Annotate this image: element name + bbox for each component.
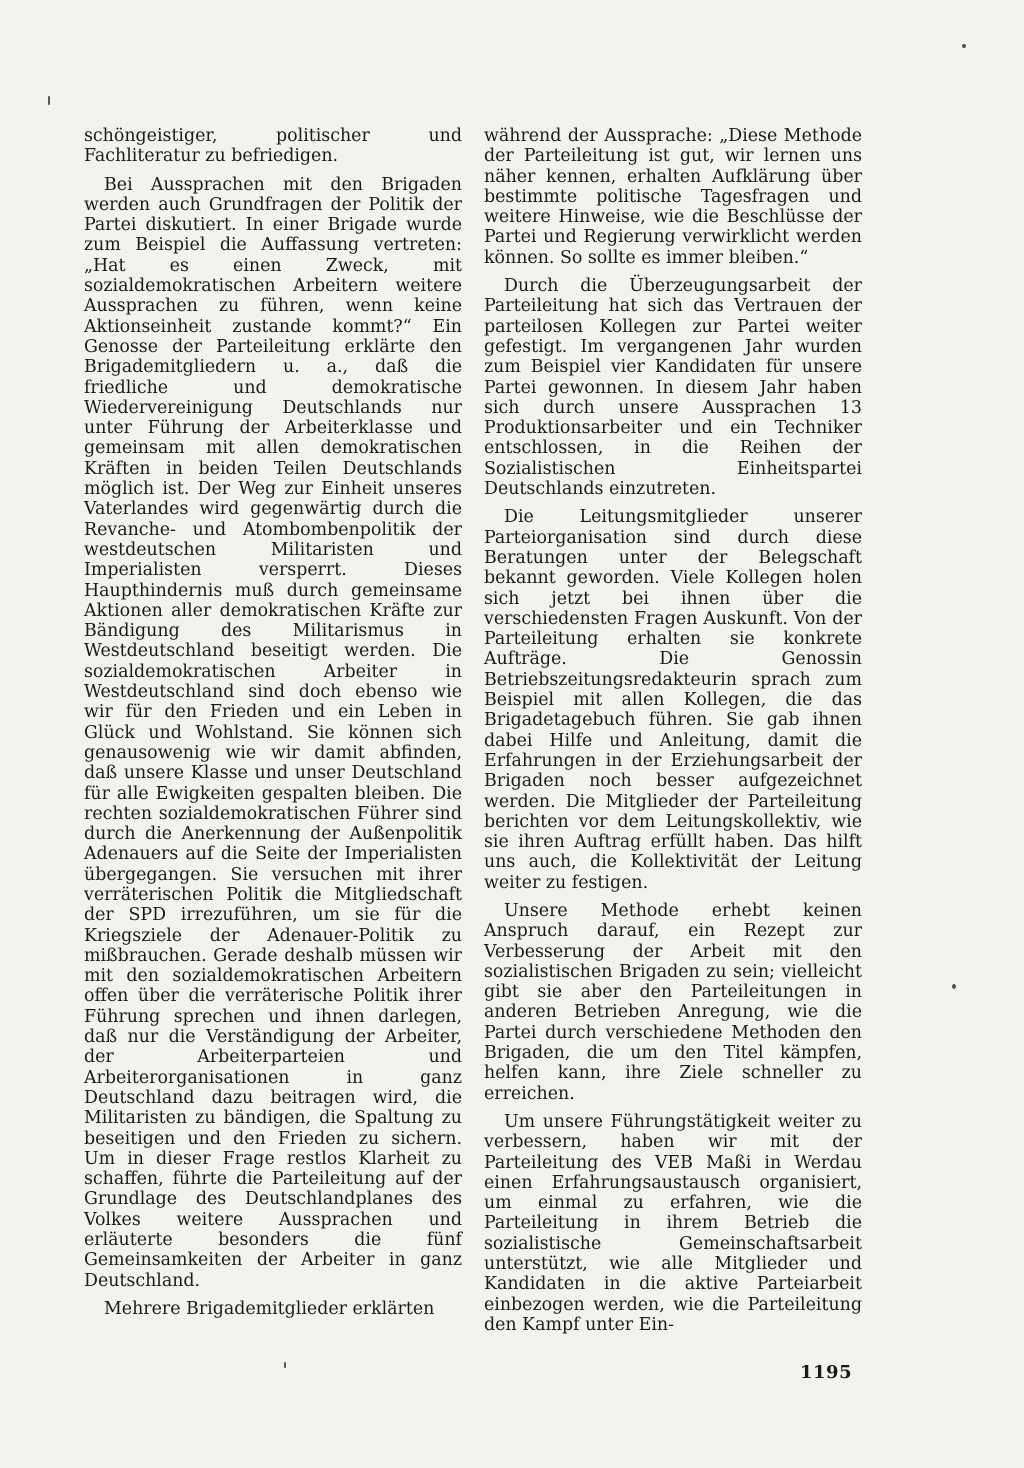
paragraph: während der Aussprache: „Diese Methode der Parteileitung ist gut, wir lernen uns näher kennen, erhalten Aufklärung über bestimmte politische Tagesfragen und weitere Hinweise, wie die Beschlüsse der Partei und Regierung verwirklicht werden können. So sollte es immer bleiben.“ [484, 126, 862, 268]
paragraph: Mehrere Brigademitglieder erklärten [104, 1298, 435, 1319]
right-text-column [484, 126, 862, 1343]
paragraph: schöngeistiger, politischer und Fachliteratur zu befriedigen. [84, 126, 462, 167]
paragraph: Bei Aussprachen mit den Brigaden werden auch Grundfragen der Politik der Partei diskutiert. In einer Brigade wurde zum Beispiel die Auffassung vertreten: „Hat es einen Zweck, mit sozialdemokratischen Arbeitern weitere Aussprachen zu führen, wenn keine Aktionseinheit zustande kommt?“ Ein Genosse der Parteileitung erklärte den Brigademitgliedern u. a., daß die friedliche und demokratische Wiedervereinigung Deutschlands nur unter Führung der Arbeiterklasse und gemeinsam mit allen demokratischen Kräften in beiden Teilen Deutschlands möglich ist. Der Weg zur Einheit unseres Vaterlandes wird gegenwärtig durch die Revanche- und Atombombenpolitik der westdeutschen Militaristen und Imperialisten versperrt. Dieses Haupthindernis muß durch gemeinsame Aktionen aller demokratischen Kräfte zur Bändigung des Militarismus in Westdeutschland beseitigt werden. Die sozialdemokratischen Arbeiter in Westdeutschland sind doch ebenso wie wir für den Frieden und ein Leben in Glück und Wohlstand. Sie können sich genausowenig wie wir damit abfinden, daß unsere Klasse und unser Deutschland für alle Ewigkeiten gespalten bleiben. Die rechten sozialdemokratischen Führer sind durch die Anerkennung der Außenpolitik Adenauers auf die Seite der Imperialisten übergegangen. Sie versuchen mit ihrer verräterischen Politik die Mitgliedschaft der SPD irrezuführen, um sie für die Kriegsziele der Adenauer-Politik zu mißbrauchen. Gerade deshalb müssen wir mit den sozialdemokratischen Arbeitern offen über die verräterische Politik ihrer Führung sprechen und ihnen darlegen, daß nur die Verständigung der Arbeiter, der Arbeiterparteien und Arbeiterorganisationen in ganz Deutschland dazu beitragen wird, die Militaristen zu bändigen, die Spaltung zu beseitigen und den Frieden zu sichern. Um in dieser Frage restlos Klarheit zu schaffen, führte die Parteileitung auf der Grundlage des Deutschlandplanes des Volkes weitere Aussprachen und erläuterte besonders die fünf Gemeinsamkeiten der Arbeiter in ganz Deutschland. [84, 174, 462, 1291]
scan-speck [952, 984, 956, 989]
paragraph: Unsere Methode erhebt keinen Anspruch darauf, ein Rezept zur Verbesserung der Arbeit mit den sozialistischen Brigaden zu sein; vielleicht gibt sie aber den Parteileitungen in anderen Betrieben Anregung, wie die Partei durch verschiedene Methoden den Brigaden, die um den Titel kämpfen, helfen kann, ihre Ziele schneller zu erreichen. [484, 900, 862, 1104]
left-text-column [84, 126, 462, 1327]
paragraph: Durch die Überzeugungsarbeit der Parteileitung hat sich das Vertrauen der parteilosen Kollegen zur Partei weiter gefestigt. Im vergangenen Jahr wurden zum Beispiel vier Kandidaten für unsere Partei gewonnen. In diesem Jahr haben sich durch unsere Aussprachen 13 Produktionsarbeiter und ein Techniker entschlossen, in die Reihen der Sozialistischen Einheitspartei Deutschlands einzutreten. [484, 276, 862, 500]
scan-speck [962, 44, 966, 48]
paragraph: Die Leitungsmitglieder unserer Parteiorganisation sind durch diese Beratungen unter der Belegschaft bekannt geworden. Viele Kollegen holen sich jetzt bei ihnen über die verschiedensten Fragen Auskunft. Von der Parteileitung erhalten sie konkrete Aufträge. Die Genossin Betriebszeitungsredakteurin sprach zum Beispiel mit allen Kollegen, die das Brigadetagebuch führen. Sie gab ihnen dabei Hilfe und Anleitung, damit die Erfahrungen in der Erziehungsarbeit der Brigaden noch besser aufgezeichnet werden. Die Mitglieder der Parteileitung berichten vor dem Leitungskollektiv, wie sie ihren Auftrag erfüllt haben. Das hilft uns auch, die Kollektivität der Leitung weiter zu festigen. [484, 507, 862, 893]
scan-speck [284, 1362, 286, 1368]
scan-speck [48, 96, 50, 105]
paragraph: Um unsere Führungstätigkeit weiter zu verbessern, haben wir mit der Parteileitung des VEB Maßi in Werdau einen Erfahrungsaustausch organisiert, um einmal zu erfahren, wie die Parteileitung in ihrem Betrieb die sozialistische Gemeinschaftsarbeit unterstützt, wie alle Mitglieder und Kandidaten in die aktive Parteiarbeit einbezogen werden, wie die Parteileitung den Kampf unter Ein- [484, 1111, 862, 1335]
page-number: 1195 [800, 1362, 853, 1383]
